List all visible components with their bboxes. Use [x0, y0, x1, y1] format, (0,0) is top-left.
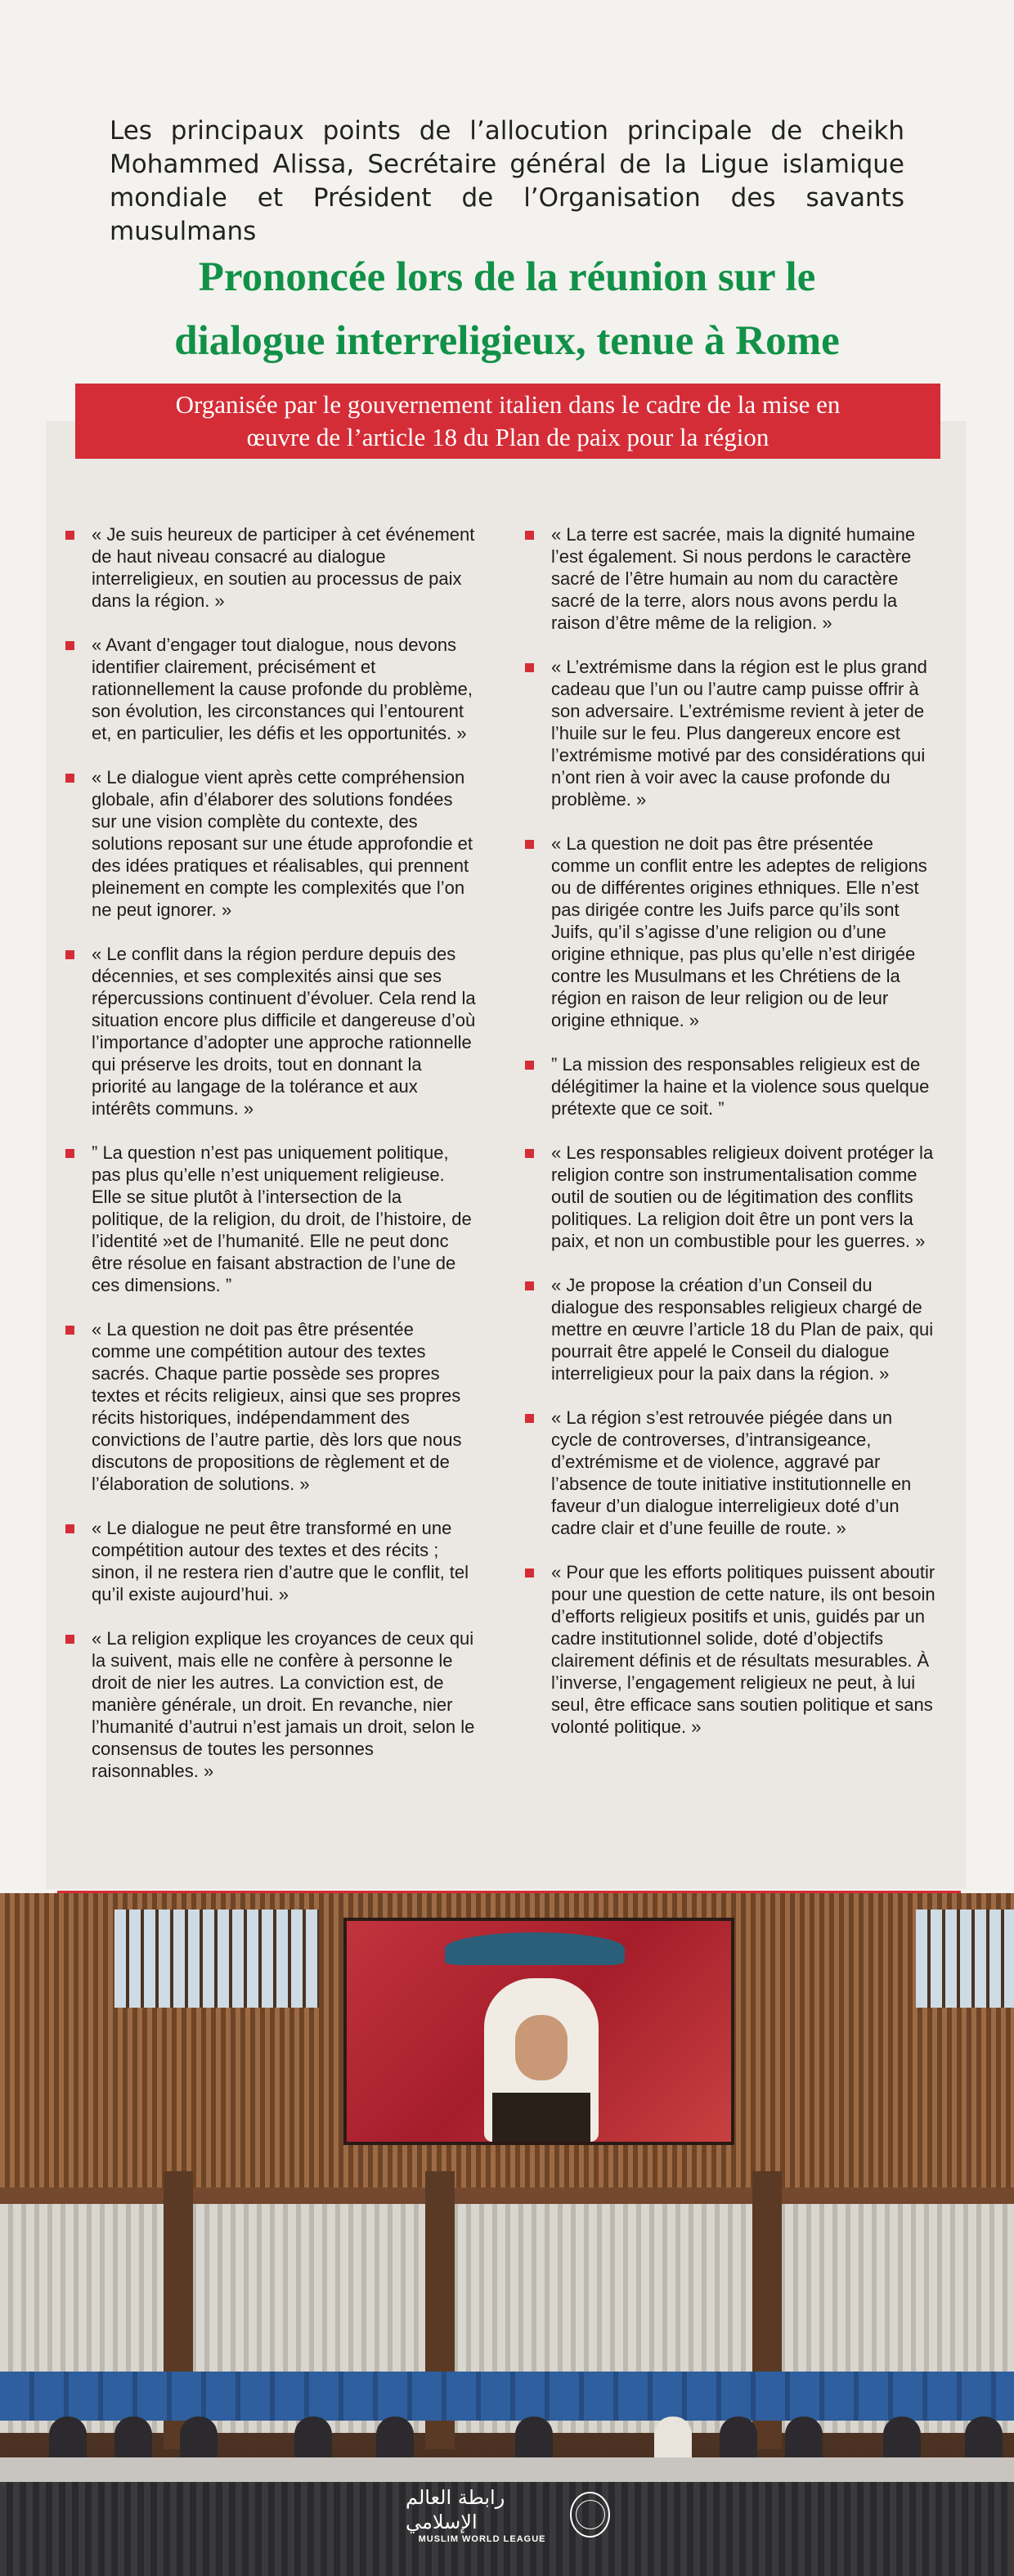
- bullet-square-icon: [65, 950, 74, 959]
- speaker-figure: [484, 1970, 599, 2142]
- list-item: « La question ne doit pas être présentée comme un conflit entre les adeptes de religions ou de différentes origines ethniques. Elle n’est pas dirigée contre les Juifs parce qu’ils sont Juifs, qu’il s’agisse d’une religion ou d’une origine ethnique, pas plus qu’elle n’est dirigée contre les Musulmans et les Chrétiens de la région en raison de leur religion ou de leur origine ethnique. »: [523, 832, 936, 1031]
- list-item: « La question ne doit pas être présentée comme une compétition autour des textes sacrés. Chaque partie possède ses propres textes et récits religieux, ainsi que ses propres récits historiques, indépendamment des convictions de l’autre partie, dès lors que nous discutons de propositions de règlement et de l’élaboration de solutions. »: [64, 1318, 477, 1495]
- list-item: « Pour que les efforts politiques puissent aboutir pour une question de cette nature, ils ont besoin d’efforts religieux positifs et unis, guidés par un cadre institutionnel solide, doté d’objectifs clairement définis et de résultats mesurables. À l’inverse, l’engagement religieux ne peut, à lui seul, être efficace sans soutien politique et sans volonté politique. »: [523, 1561, 936, 1738]
- intro-line: Mohammed Alissa, Secrétaire général de la Ligue islamique: [110, 150, 904, 179]
- bullet-square-icon: [525, 840, 534, 849]
- logo-arabic-text: رابطة العالم الإسلامي: [406, 2486, 505, 2533]
- list-item: « Le dialogue vient après cette compréhension globale, afin d’élaborer des solutions fondées sur une vision complète du contexte, des solutions reposant sur une étude approfondie et des idées pratiques et réalisables, qui prennent pleinement en compte les complexités que l’on ne peut ignorer. »: [64, 766, 477, 921]
- organization-logo: [406, 2486, 610, 2543]
- list-item: « Le conflit dans la région perdure depuis des décennies, et ses complexités ainsi que ses répercussions continuent d’évoluer. Cela rend la situation encore plus difficile et dangereuse d’où l’importance d’adopter une approche rationnelle qui préserve les droits, tout en donnant la priorité au langage de la tolérance et aux intérêts communs. »: [64, 943, 477, 1120]
- subtitle-banner: [75, 384, 940, 459]
- window: [916, 1910, 1014, 2008]
- video-screen: [343, 1918, 734, 2145]
- bullet-square-icon: [65, 774, 74, 783]
- bullet-square-icon: [525, 1149, 534, 1158]
- bullet-square-icon: [525, 1281, 534, 1290]
- list-item: ” La mission des responsables religieux est de délégitimer la haine et la violence sous quelque prétexte que ce soit. ”: [523, 1053, 936, 1120]
- intro-line: mondiale et Président de l’Organisation des savants musulmans: [110, 183, 904, 246]
- window: [114, 1910, 319, 2008]
- bullet-square-icon: [65, 641, 74, 650]
- conference-photo: [0, 1893, 1014, 2576]
- intro-line: Les principaux points de l’allocution principale de cheikh: [110, 116, 904, 146]
- conference-table: [0, 2457, 1014, 2482]
- bullet-square-icon: [65, 1524, 74, 1533]
- right-points-column: [523, 523, 936, 1760]
- headline-line: Prononcée lors de la réunion sur le: [198, 254, 816, 300]
- banner-line: Organisée par le gouvernement italien dans le cadre de la mise en: [175, 390, 841, 419]
- headline: [65, 245, 949, 373]
- bullet-square-icon: [525, 1414, 534, 1423]
- list-item: ” La question n’est pas uniquement politique, pas plus qu’elle n’est uniquement religieuse. Elle se situe plutôt à l’intersection de la politique, de la religion, du droit, de l’histoire, de l’identité »et de l’humanité. Elle ne peut donc être résolue en faisant abstraction de l’une de ces dimensions. ”: [64, 1142, 477, 1296]
- list-item: « La religion explique les croyances de ceux qui la suivent, mais elle ne confère à personne le droit de nier les autres. La conviction est, de manière générale, un droit. En revanche, nier l’humanité d’autrui n’est jamais un droit, selon le consensus de toutes les personnes raisonnables. »: [64, 1627, 477, 1782]
- banner-line: œuvre de l’article 18 du Plan de paix pour la région: [246, 423, 769, 451]
- list-item: « Avant d’engager tout dialogue, nous devons identifier clairement, précisément et rationnellement la cause profonde du problème, son évolution, les circonstances qui l’entourent et, en particulier, les défis et les opportunités. »: [64, 634, 477, 744]
- bullet-square-icon: [525, 663, 534, 672]
- bullet-square-icon: [65, 1326, 74, 1335]
- list-item: « L’extrémisme dans la région est le plus grand cadeau que l’un ou l’autre camp puisse offrir à son adversaire. L’extrémisme revient à jeter de l’huile sur le feu. Plus dangereux encore est l’extrémisme motivé par des considérations qui n’ont rien à voir avec la cause profonde du problème. »: [523, 656, 936, 810]
- bullet-square-icon: [65, 531, 74, 540]
- list-item: « La région s’est retrouvée piégée dans un cycle de controverses, d’intransigeance, d’extrémisme et de violence, aggravé par l’absence de toute initiative institutionnelle en faveur d’un dialogue interreligieux doté d’un cadre clair et d’une feuille de route. »: [523, 1407, 936, 1539]
- bullet-square-icon: [65, 1635, 74, 1644]
- left-points-column: [64, 523, 477, 1804]
- seating-row: [0, 2372, 1014, 2421]
- intro-paragraph: [110, 114, 904, 249]
- list-item: « Je suis heureux de participer à cet événement de haut niveau consacré au dialogue interreligieux, en soutien au processus de paix dans la région. »: [64, 523, 477, 612]
- bullet-square-icon: [525, 531, 534, 540]
- emblem-icon: [570, 2492, 610, 2538]
- list-item: « La terre est sacrée, mais la dignité humaine l’est également. Si nous perdons le caractère sacré de l’être humain au nom du caractère sacré de la terre, alors nous avons perdu la raison d’être même de la religion. »: [523, 523, 936, 634]
- bullet-square-icon: [525, 1568, 534, 1577]
- logo-english-text: MUSLIM WORLD LEAGUE: [418, 2534, 546, 2544]
- list-item: « Les responsables religieux doivent protéger la religion contre son instrumentalisation comme outil de soutien ou de légitimation des conflits politiques. La religion doit être un pont vers la paix, et non un combustible pour les guerres. »: [523, 1142, 936, 1252]
- headline-line: dialogue interreligieux, tenue à Rome: [174, 318, 840, 364]
- screen-calligraphy-banner: [445, 1932, 625, 1965]
- list-item: « Le dialogue ne peut être transformé en une compétition autour des textes et des récits ; sinon, il ne restera rien d’autre que le conflit, tel qu’il existe aujourd’hui. »: [64, 1517, 477, 1605]
- bullet-square-icon: [525, 1061, 534, 1070]
- list-item: « Je propose la création d’un Conseil du dialogue des responsables religieux chargé de mettre en œuvre l’article 18 du Plan de paix, qui pourrait être appelé le Conseil du dialogue interreligieux pour la paix dans la région. »: [523, 1274, 936, 1384]
- bullet-square-icon: [65, 1149, 74, 1158]
